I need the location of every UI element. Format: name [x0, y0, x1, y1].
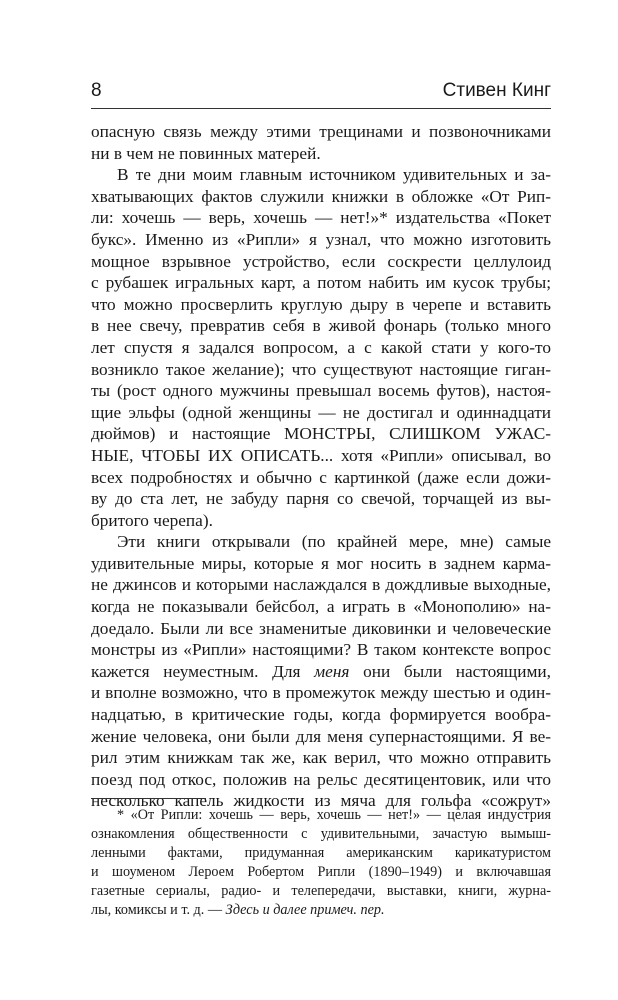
- footnote-line: газетные сериалы, радио- и телепередачи, выставки, книги, журна-: [91, 883, 551, 900]
- italic-emphasis: меня: [314, 661, 350, 681]
- page-number: 8: [91, 80, 102, 101]
- footnote: [91, 806, 551, 921]
- text-line: возникло такое желание); что существуют настоящие гиган-: [91, 359, 551, 379]
- text-line: удивительные миры, которые я мог носить в заднем карма-: [91, 553, 551, 573]
- text-line: жение человека, они были для меня супернастоящими. Я ве-: [91, 726, 551, 746]
- text-line: ли: хочешь — верь, хочешь — нет!»* издательства «Покет: [91, 208, 551, 228]
- text-line: что можно просверлить круглую дыру в черепе и вставить: [91, 294, 551, 314]
- text-line: Эти книги открывали (по крайней мере, мне) самые: [117, 532, 551, 552]
- text-fragment: они были настоящими,: [349, 661, 551, 681]
- text-line: щие эльфы (одной женщины — не достигал и одиннадцати: [91, 402, 551, 422]
- text-line: надцатью, в критические годы, когда формируется вообра-: [91, 705, 551, 725]
- text-fragment: кажется неуместным. Для: [91, 661, 315, 681]
- text-line: хватывающих фактов служили книжки в обложке «От Рип-: [91, 186, 551, 206]
- text-line-mixed: [91, 661, 551, 683]
- text-line: монстры из «Рипли» настоящими? В таком контексте вопрос: [91, 640, 551, 660]
- text-line: ву до ста лет, не забуду парня со свечой, торчащей из вы-: [91, 489, 551, 509]
- text-line: лет спустя я задался вопросом, а с какой стати у кого-то: [91, 337, 551, 357]
- text-line: опасную связь между этими трещинами и позвоночниками: [91, 122, 551, 141]
- body-text: [91, 121, 551, 812]
- footnote-line: * «От Рипли: хочешь — верь, хочешь — нет!» — целая индустрия: [117, 807, 551, 823]
- text-line: и вполне возможно, что в промежуток между шестью и один-: [91, 683, 551, 703]
- text-line: всех подробностях и обычно с картинкой (даже если дожи-: [91, 467, 551, 487]
- text-line: В те дни моим главным источником удивительных и за-: [117, 165, 551, 185]
- text-line: НЫЕ, ЧТОБЫ ИХ ОПИСАТЬ... хотя «Рипли» описывал, во: [91, 445, 551, 465]
- footnote-line: и шоуменом Лероем Робертом Рипли (1890–1949) и включавшая: [91, 864, 551, 881]
- text-line: в нее свечу, превратив себя в живой фонарь (только много: [91, 316, 551, 336]
- footnote-line: ленными фактами, придуманная американским карикатуристом: [91, 845, 551, 862]
- text-line: рил этим книжкам так же, как верил, что можно отправить: [91, 748, 551, 768]
- text-line: дюймов) и настоящие МОНСТРЫ, СЛИШКОМ УЖАС-: [91, 424, 551, 444]
- footnote-line: ознакомления общественности с удивительными, зачастую вымыш-: [91, 826, 551, 843]
- text-line: букс». Именно из «Рипли» я узнал, что можно изготовить: [91, 229, 551, 249]
- text-line: с рубашек игральных карт, а потом набить им кусок трубы;: [91, 273, 551, 293]
- text-line: несколько капель жидкости из мяча для гольфа «сожрут»: [91, 791, 551, 811]
- footnote-divider: [91, 798, 206, 799]
- running-header: [91, 78, 551, 109]
- text-line: поезд под откос, положив на рельс десятицентовик, или что: [91, 769, 551, 789]
- translator-note: Здесь и далее примеч. пер.: [225, 902, 385, 919]
- text-line: ни в чем не повинных матерей.: [91, 143, 321, 163]
- text-line: не джинсов и которыми наслаждался в дождливые выходные,: [91, 575, 551, 595]
- footnote-fragment: лы, комиксы и т. д. —: [91, 902, 226, 919]
- text-line: бритого черепа).: [91, 510, 213, 530]
- running-title: Стивен Кинг: [442, 80, 551, 101]
- text-line: когда не показывали бейсбол, а играть в «Монополию» на-: [91, 597, 551, 617]
- text-line: доедало. Были ли все знаменитые диковинки и человеческие: [91, 618, 551, 638]
- text-line: ты (рост одного мужчины превышал восемь футов), настоя-: [91, 381, 551, 401]
- footnote-line-mixed: [91, 901, 551, 920]
- text-line: мощное взрывное устройство, если соскрести целлулоид: [91, 251, 551, 271]
